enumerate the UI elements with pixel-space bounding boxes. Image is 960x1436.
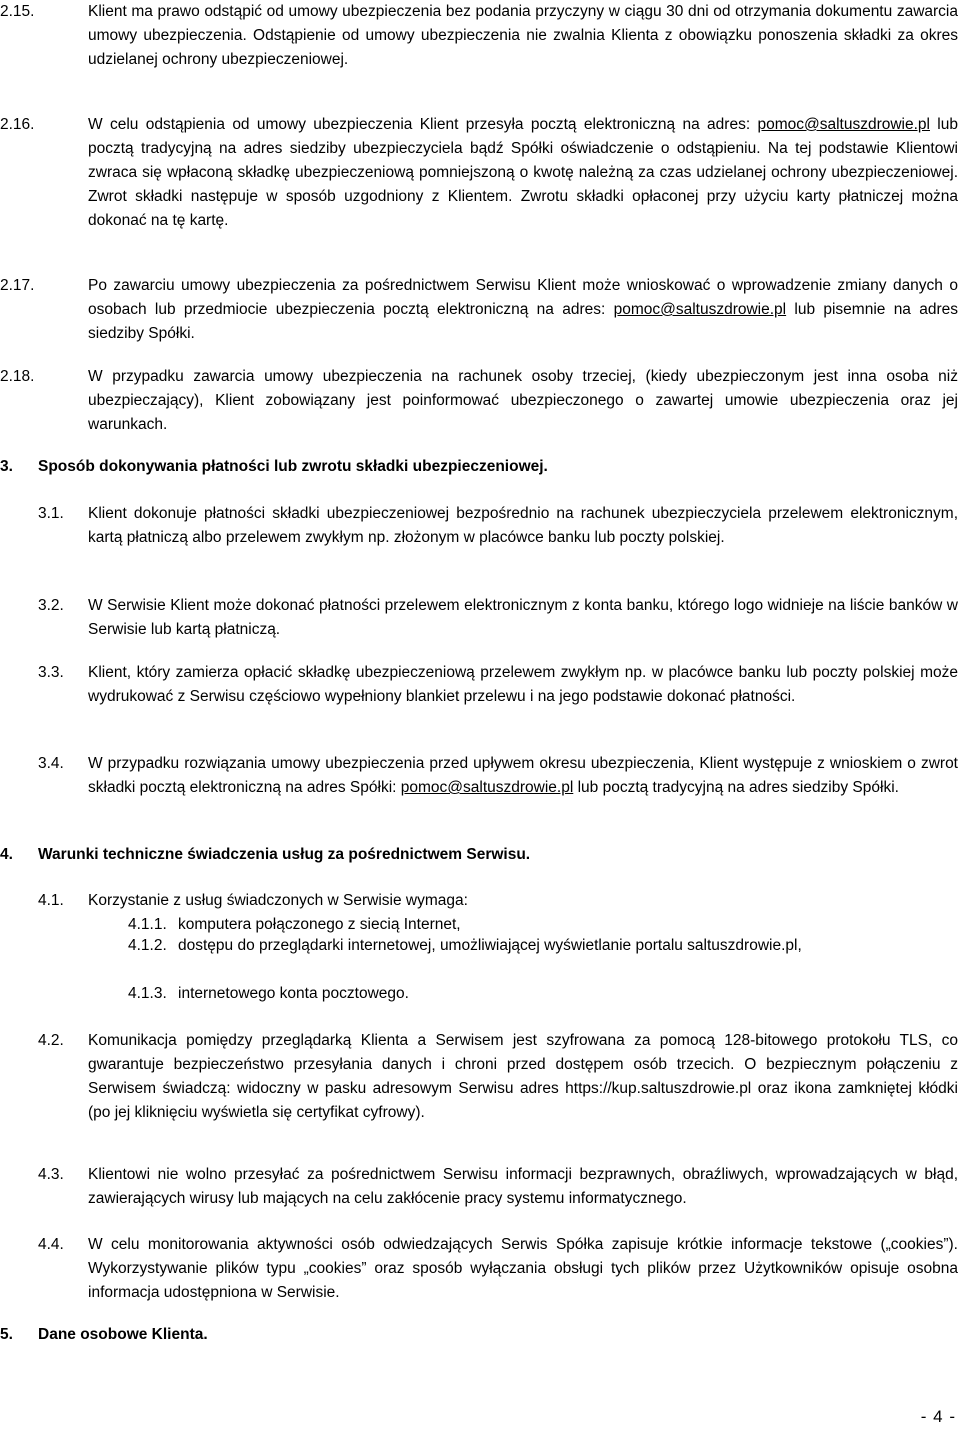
clause-text: W Serwisie Klient może dokonać płatności przelewem elektronicznym z konta banku, którego logo widnieje na liście banków w Serwisie lub kartą płatniczą.	[88, 597, 958, 638]
clause-text	[88, 113, 958, 233]
clause-text-part: lub pocztą tradycyjną na adres siedziby Spółki.	[573, 779, 899, 796]
clause-number: 2.15.	[0, 3, 35, 20]
clause-number: 3.2.	[38, 597, 64, 614]
subclause-4-1-3	[128, 982, 948, 1006]
subclause-text: dostępu do przeglądarki internetowej, umożliwiającej wyświetlanie portalu saltuszdrowie.pl,	[178, 937, 802, 954]
clause-text: W przypadku zawarcia umowy ubezpieczenia na rachunek osoby trzeciej, (kiedy ubezpieczonym jest inna osoba niż ubezpieczający), Klient zobowiązany jest poinformować ubezpieczonego o zawartej umowie ubezpieczenia oraz jej warunkach.	[88, 368, 958, 433]
clause-number: 4.1.	[38, 892, 64, 909]
clause-text: Klient ma prawo odstąpić od umowy ubezpieczenia bez podania przyczyny w ciągu 30 dni od otrzymania dokumentu zawarcia umowy ubezpieczenia. Odstąpienie od umowy ubezpieczenia nie zwalnia Klienta z obowiązku ponoszenia składki za okres udzielanej ochrony ubezpieczeniowej.	[88, 3, 958, 68]
section-heading-4	[0, 843, 530, 867]
clause-number: 2.16.	[0, 116, 35, 133]
email-link[interactable]: pomoc@saltuszdrowie.pl	[613, 301, 787, 318]
clause-number: 3.3.	[38, 664, 64, 681]
subclause-4-1-2	[128, 934, 828, 958]
clause-2-16	[0, 113, 958, 233]
clause-text: Klient, który zamierza opłacić składkę ubezpieczeniową przelewem zwykłym np. w placówce banku lub poczty polskiej może wydrukować z Serwisu częściowo wypełniony blankiet przelewu i na jego podstawie dokonać płatności.	[88, 664, 958, 705]
clause-text: Klientowi nie wolno przesyłać za pośrednictwem Serwisu informacji bezprawnych, obraźliwych, wprowadzających w błąd, zawierających wirusy lub mających na celu zakłócenie pracy systemu informatycznego.	[88, 1166, 958, 1207]
clause-number: 2.18.	[0, 368, 35, 385]
subclause-text: komputera połączonego z siecią Internet,	[178, 916, 461, 933]
email-link[interactable]: pomoc@saltuszdrowie.pl	[757, 116, 930, 133]
clause-4-2	[38, 1029, 958, 1125]
clause-3-2	[38, 594, 958, 642]
section-title: Dane osobowe Klienta.	[38, 1326, 208, 1343]
clause-text: Klient dokonuje płatności składki ubezpieczeniowej bezpośrednio na rachunek ubezpieczyciela przelewem elektronicznym, kartą płatniczą albo przelewem zwykłym np. złożonym w placówce banku lub poczty polskiej.	[88, 505, 958, 546]
clause-3-3	[38, 661, 958, 709]
clause-text: W celu monitorowania aktywności osób odwiedzających Serwis Spółka zapisuje krótkie informacje tekstowe („cookies”). Wykorzystywanie plików typu „cookies” oraz sposób wyłączania obsługi tych plików przez Użytkowników opisuje osobna informacja udostępniona w Serwisie.	[88, 1236, 958, 1301]
clause-text	[88, 752, 958, 800]
clause-text-part: Po zawarciu umowy ubezpieczenia za pośrednictwem Serwisu Klient może wnioskować o wprowadzenie zmiany danych o osobach lub przedmiocie ubezpieczenia pocztą elektroniczną na adres:	[88, 277, 958, 318]
clause-text: Komunikacja pomiędzy przeglądarką Klienta a Serwisem jest szyfrowana za pomocą 128-bitowego protokołu TLS, co gwarantuje bezpieczeństwo przesyłania danych i chroni przed dostępem osób trzecich. O bezpiecznym połączeniu z Serwisem świadczą: widoczny w pasku adresowym Serwisu adres https://kup.saltuszdrowie.pl oraz ikona zamkniętej kłódki (po jej kliknięciu wyświetla się certyfikat cyfrowy).	[88, 1032, 958, 1121]
clause-number: 4.4.	[38, 1236, 64, 1253]
clause-number: 4.2.	[38, 1032, 64, 1049]
section-heading-3	[0, 455, 548, 479]
clause-4-1	[38, 889, 958, 913]
clause-4-4	[38, 1233, 958, 1305]
section-title: Sposób dokonywania płatności lub zwrotu składki ubezpieczeniowej.	[38, 458, 548, 475]
subclause-number: 4.1.2.	[128, 937, 167, 954]
clause-2-15	[0, 0, 958, 72]
clause-text-part: W przypadku rozwiązania umowy ubezpieczenia przed upływem okresu ubezpieczenia, Klient występuje z wnioskiem o zwrot składki pocztą elektroniczną na adres Spółki:	[88, 755, 958, 796]
clause-text-part: W celu odstąpienia od umowy ubezpieczenia Klient przesyła pocztą elektroniczną na adres:	[88, 116, 758, 133]
email-link[interactable]: pomoc@saltuszdrowie.pl	[400, 779, 574, 796]
section-title: Warunki techniczne świadczenia usług za pośrednictwem Serwisu.	[38, 846, 531, 863]
clause-4-3	[38, 1163, 958, 1211]
section-number: 3.	[0, 458, 13, 475]
clause-number: 3.4.	[38, 755, 64, 772]
clause-number: 3.1.	[38, 505, 64, 522]
page-number: - 4 -	[920, 1407, 956, 1426]
subclause-number: 4.1.1.	[128, 916, 167, 933]
clause-text-part: lub pocztą tradycyjną na adres siedziby ubezpieczyciela bądź Spółki oświadczenie o odstąpieniu. Na tej podstawie Klientowi zwraca się wpłaconą składkę ubezpieczeniową pomniejszoną o kwotę należną za czas udzielanej ochrony ubezpieczeniowej. Zwrot składki następuje w sposób uzgodniony z Klientem. Zwrotu składki opłaconej przy użyciu karty płatniczej można dokonać na tę kartę.	[88, 116, 958, 229]
section-number: 4.	[0, 846, 13, 863]
section-heading-5	[0, 1323, 208, 1347]
clause-text-part: lub pisemnie na adres siedziby Spółki.	[88, 301, 958, 342]
clause-text: Korzystanie z usług świadczonych w Serwisie wymaga:	[88, 892, 468, 909]
section-number: 5.	[0, 1326, 13, 1343]
subclause-text: internetowego konta pocztowego.	[178, 985, 409, 1002]
clause-number: 4.3.	[38, 1166, 64, 1183]
clause-2-17	[0, 274, 958, 346]
clause-number: 2.17.	[0, 277, 35, 294]
clause-2-18	[0, 365, 958, 437]
subclause-number: 4.1.3.	[128, 985, 167, 1002]
clause-3-4	[38, 752, 958, 800]
clause-text	[88, 274, 958, 346]
clause-3-1	[38, 502, 958, 550]
